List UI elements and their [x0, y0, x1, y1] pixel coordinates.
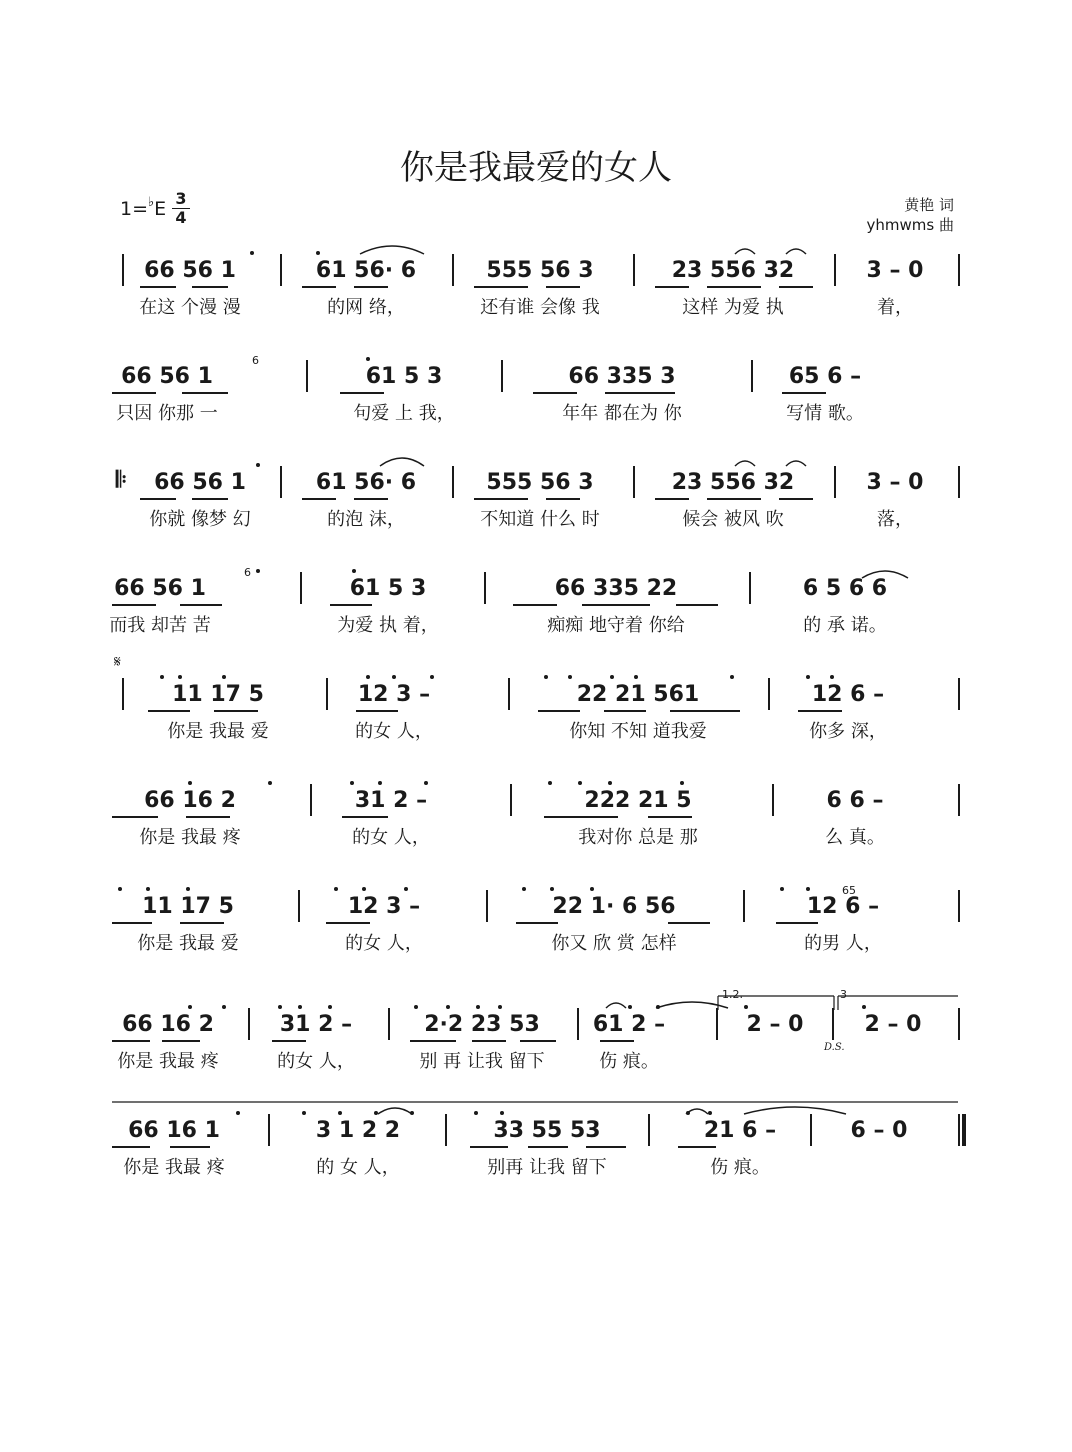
- grace-note: 6: [244, 566, 251, 579]
- measure-notes: 2 – 0: [864, 1012, 922, 1037]
- measure-notes: 555 56 3: [486, 470, 594, 495]
- octave-dot: [118, 887, 122, 891]
- beam-underline: [600, 1040, 634, 1042]
- octave-dot: [350, 781, 354, 785]
- beam-underline: [112, 604, 156, 606]
- volta-label: 1.2.: [722, 988, 743, 1001]
- octave-dot: [568, 675, 572, 679]
- measure-notes: 66 16 2: [122, 1012, 214, 1037]
- beam-underline: [528, 1146, 568, 1148]
- measure-lyrics: 你多 深，: [809, 721, 887, 742]
- flat-icon: ♭: [148, 195, 155, 210]
- octave-dot: [334, 887, 338, 891]
- measure-lyrics: 伤 痕。: [599, 1051, 659, 1072]
- beam-underline: [112, 392, 156, 394]
- slur: [735, 461, 755, 466]
- measure-notes: 11 17 5: [172, 682, 264, 707]
- measure-notes: 21 6 –: [703, 1118, 777, 1143]
- measure-lyrics: 别再 让我 留下: [487, 1157, 607, 1178]
- measure-lyrics: 你是 我最 疼: [117, 1051, 219, 1072]
- beam-underline: [354, 286, 388, 288]
- beam-underline: [410, 1040, 456, 1042]
- measure-notes: 66 16 2: [144, 788, 236, 813]
- octave-dot: [250, 251, 254, 255]
- beam-underline: [180, 922, 224, 924]
- measure-lyrics: 的男 人，: [804, 933, 882, 954]
- measure-lyrics: 你是 我最 疼: [139, 827, 241, 848]
- beam-underline: [342, 816, 388, 818]
- measure-notes: 61 5 3: [365, 364, 443, 389]
- beam-underline: [776, 922, 818, 924]
- measure-notes: 61 2 –: [592, 1012, 666, 1037]
- measure-notes: 66 335 3: [568, 364, 676, 389]
- measure-lyrics: 这样 为爱 执: [682, 297, 784, 318]
- beam-underline: [546, 286, 580, 288]
- beam-underline: [192, 286, 228, 288]
- octave-dot: [730, 675, 734, 679]
- octave-dot: [366, 357, 370, 361]
- octave-dot: [744, 1005, 748, 1009]
- measure-lyrics: 你是 我最 爱: [167, 721, 269, 742]
- measure-lyrics: 的 女 人，: [316, 1157, 400, 1178]
- beam-underline: [470, 1146, 508, 1148]
- octave-dot: [686, 1111, 690, 1115]
- measure-notes: 2·2 23 53: [424, 1012, 540, 1037]
- octave-dot: [298, 1005, 302, 1009]
- measure-lyrics: 别 再 让我 留下: [419, 1051, 545, 1072]
- measure-notes: 31 2 –: [279, 1012, 353, 1037]
- octave-dot: [178, 675, 182, 679]
- measure-notes: 61 5 3: [349, 576, 427, 601]
- beam-underline: [112, 1146, 150, 1148]
- octave-dot: [590, 887, 594, 891]
- beam-underline: [214, 710, 258, 712]
- octave-dot: [222, 1005, 226, 1009]
- measure-lyrics: 么 真。: [825, 827, 885, 848]
- beam-underline: [140, 286, 176, 288]
- octave-dot: [522, 887, 526, 891]
- measure-lyrics: 你又 欣 赏 怎样: [551, 933, 677, 954]
- beam-underline: [707, 286, 761, 288]
- measure-notes: 22 21 561: [576, 682, 700, 707]
- measure-lyrics: 年年 都在为 你: [562, 403, 682, 424]
- beam-underline: [182, 392, 228, 394]
- octave-dot: [160, 675, 164, 679]
- beam-underline: [798, 710, 842, 712]
- octave-dot: [610, 675, 614, 679]
- beam-underline: [513, 604, 557, 606]
- measure-notes: 66 335 22: [554, 576, 678, 601]
- octave-dot: [188, 1005, 192, 1009]
- octave-dot: [608, 781, 612, 785]
- time-signature-bottom: 4: [172, 208, 190, 227]
- octave-dot: [476, 1005, 480, 1009]
- beam-underline: [330, 604, 372, 606]
- measure-notes: 66 56 1: [144, 258, 236, 283]
- octave-dot: [550, 887, 554, 891]
- tie: [656, 1002, 728, 1008]
- beam-underline: [516, 922, 558, 924]
- octave-dot: [414, 1005, 418, 1009]
- octave-dot: [256, 569, 260, 573]
- octave-dot: [410, 1111, 414, 1115]
- key-note: E: [154, 198, 167, 220]
- beam-underline: [302, 286, 336, 288]
- measure-lyrics: 写情 歌。: [786, 403, 864, 424]
- beam-underline: [340, 392, 384, 394]
- measure-lyrics: 的女 人，: [352, 827, 430, 848]
- beam-underline: [605, 392, 675, 394]
- song-title: 你是我最爱的女人: [400, 148, 672, 188]
- beam-underline: [272, 1040, 306, 1042]
- octave-dot: [188, 781, 192, 785]
- octave-dot: [628, 1005, 632, 1009]
- repeat-start-sign: 𝄆: [116, 468, 127, 493]
- octave-dot: [338, 1111, 342, 1115]
- slur: [786, 249, 806, 254]
- octave-dot: [446, 1005, 450, 1009]
- measure-notes: 555 56 3: [486, 258, 594, 283]
- beam-underline: [582, 604, 650, 606]
- octave-dot: [424, 781, 428, 785]
- beam-underline: [170, 1146, 210, 1148]
- composer-credit: yhmwms 曲: [866, 216, 954, 234]
- octave-dot: [316, 251, 320, 255]
- time-signature-top: 3: [175, 189, 187, 208]
- measure-lyrics: 的网 络，: [327, 297, 405, 318]
- octave-dot: [404, 887, 408, 891]
- beam-underline: [186, 816, 230, 818]
- tie: [744, 1107, 846, 1114]
- measure-lyrics: 落，: [877, 509, 913, 530]
- octave-dot: [544, 675, 548, 679]
- measure-notes: 33 55 53: [493, 1118, 601, 1143]
- slur: [606, 1003, 626, 1008]
- measure-notes: 23 556 32: [671, 470, 795, 495]
- measure-lyrics: 的女 人，: [355, 721, 433, 742]
- ds-mark: D.S.: [824, 1042, 845, 1053]
- octave-dot: [146, 887, 150, 891]
- beam-underline: [544, 816, 618, 818]
- octave-dot: [378, 781, 382, 785]
- octave-dot: [362, 887, 366, 891]
- measure-lyrics: 你就 像梦 幻: [149, 509, 251, 530]
- measure-lyrics: 你知 不知 道我爱: [569, 721, 707, 742]
- measure-notes: 3 – 0: [866, 470, 924, 495]
- octave-dot: [656, 1005, 660, 1009]
- measure-lyrics: 你是 我最 爱: [137, 933, 239, 954]
- octave-dot: [392, 675, 396, 679]
- volta-label: 3: [840, 988, 847, 1001]
- measure-lyrics: 在这 个漫 漫: [139, 297, 241, 318]
- beam-underline: [520, 1040, 556, 1042]
- measure-notes: 6 – 0: [850, 1118, 908, 1143]
- measure-notes: 66 56 1: [121, 364, 213, 389]
- octave-dot: [430, 675, 434, 679]
- octave-dot: [474, 1111, 478, 1115]
- beam-underline: [782, 392, 826, 394]
- octave-dot: [366, 675, 370, 679]
- measure-lyrics: 的泡 沫，: [327, 509, 405, 530]
- measure-notes: 65 6 –: [788, 364, 862, 389]
- measure-lyrics: 的女 人，: [345, 933, 423, 954]
- measure-lyrics: 句爱 上 我，: [353, 403, 455, 424]
- measure-lyrics: 伤 痕。: [710, 1157, 770, 1178]
- octave-dot: [498, 1005, 502, 1009]
- slur: [360, 246, 424, 254]
- measure-notes: 3 1 2 2: [315, 1118, 401, 1143]
- octave-dot: [328, 1005, 332, 1009]
- beam-underline: [604, 710, 646, 712]
- grace-note: 65: [842, 884, 856, 897]
- octave-dot: [578, 781, 582, 785]
- slur: [786, 461, 806, 466]
- beam-underline: [707, 498, 761, 500]
- measure-notes: 66 56 1: [154, 470, 246, 495]
- beam-underline: [676, 604, 718, 606]
- octave-dot: [708, 1111, 712, 1115]
- lyricist-credit: 黄艳 词: [904, 196, 954, 214]
- measure-notes: 11 17 5: [142, 894, 234, 919]
- octave-dot: [268, 781, 272, 785]
- beam-underline: [678, 1146, 716, 1148]
- beam-underline: [533, 392, 577, 394]
- beam-underline: [112, 816, 158, 818]
- measure-notes: 61 56· 6: [315, 470, 417, 495]
- measure-lyrics: 不知道 什么 时: [480, 509, 600, 530]
- measure-lyrics: 只因 你那 一: [116, 403, 218, 424]
- measure-lyrics: 候会 被风 吹: [682, 509, 784, 530]
- octave-dot: [500, 1111, 504, 1115]
- segno-sign: 𝄋: [114, 652, 121, 671]
- beam-underline: [779, 286, 813, 288]
- octave-dot: [352, 569, 356, 573]
- beam-underline: [670, 710, 740, 712]
- measure-notes: 2 – 0: [746, 1012, 804, 1037]
- slur: [378, 1108, 412, 1114]
- octave-dot: [302, 1111, 306, 1115]
- octave-dot: [256, 463, 260, 467]
- octave-dot: [278, 1005, 282, 1009]
- slur: [380, 458, 424, 466]
- octave-dot: [680, 781, 684, 785]
- measure-lyrics: 还有谁 会像 我: [480, 297, 600, 318]
- octave-dot: [806, 887, 810, 891]
- measure-notes: 12 6 –: [811, 682, 885, 707]
- beam-underline: [148, 710, 190, 712]
- beam-underline: [668, 922, 710, 924]
- beam-underline: [162, 1040, 200, 1042]
- beam-underline: [474, 498, 528, 500]
- beam-underline: [180, 604, 222, 606]
- measure-lyrics: 你是 我最 疼: [123, 1157, 225, 1178]
- beam-underline: [354, 498, 388, 500]
- slur: [735, 249, 755, 254]
- beam-underline: [356, 710, 398, 712]
- octave-dot: [634, 675, 638, 679]
- measure-lyrics: 我对你 总是 那: [578, 827, 698, 848]
- beam-underline: [140, 498, 176, 500]
- slur: [862, 571, 908, 578]
- beam-underline: [655, 498, 689, 500]
- measure-lyrics: 痴痴 地守着 你给: [547, 615, 685, 636]
- measure-notes: 6 5 6 6: [802, 576, 888, 601]
- beam-underline: [326, 922, 370, 924]
- beam-underline: [779, 498, 813, 500]
- beam-underline: [112, 1040, 150, 1042]
- beam-underline: [112, 922, 152, 924]
- beam-underline: [546, 498, 580, 500]
- grace-note: 6: [252, 354, 259, 367]
- octave-dot: [830, 675, 834, 679]
- measure-notes: 22 1· 6 56: [552, 894, 676, 919]
- octave-dot: [780, 887, 784, 891]
- octave-dot: [222, 675, 226, 679]
- beam-underline: [648, 816, 692, 818]
- measure-notes: 3 – 0: [866, 258, 924, 283]
- beam-underline: [538, 710, 580, 712]
- measure-notes: 66 16 1: [128, 1118, 220, 1143]
- octave-dot: [548, 781, 552, 785]
- beam-underline: [472, 1040, 506, 1042]
- measure-lyrics: 着，: [877, 297, 913, 318]
- measure-notes: 12 3 –: [357, 682, 431, 707]
- beam-underline: [192, 498, 228, 500]
- octave-dot: [236, 1111, 240, 1115]
- beam-underline: [586, 1146, 626, 1148]
- measure-notes: 12 3 –: [347, 894, 421, 919]
- measure-notes: 23 556 32: [671, 258, 795, 283]
- octave-dot: [806, 675, 810, 679]
- octave-dot: [186, 887, 190, 891]
- key-prefix: 1=: [120, 198, 149, 220]
- measure-notes: 6 6 –: [826, 788, 884, 813]
- measure-notes: 66 56 1: [114, 576, 206, 601]
- measure-notes: 31 2 –: [354, 788, 428, 813]
- measure-lyrics: 而我 却苦 苦: [109, 615, 211, 636]
- octave-dot: [374, 1111, 378, 1115]
- octave-dot: [862, 1005, 866, 1009]
- measure-lyrics: 的 承 诺。: [803, 615, 887, 636]
- beam-underline: [474, 286, 528, 288]
- measure-notes: 222 21 5: [584, 788, 692, 813]
- beam-underline: [302, 498, 336, 500]
- beam-underline: [655, 286, 689, 288]
- measure-notes: 61 56· 6: [315, 258, 417, 283]
- measure-lyrics: 为爱 执 着，: [337, 615, 439, 636]
- measure-notes: 12 6 –: [806, 894, 880, 919]
- measure-lyrics: 的女 人，: [277, 1051, 355, 1072]
